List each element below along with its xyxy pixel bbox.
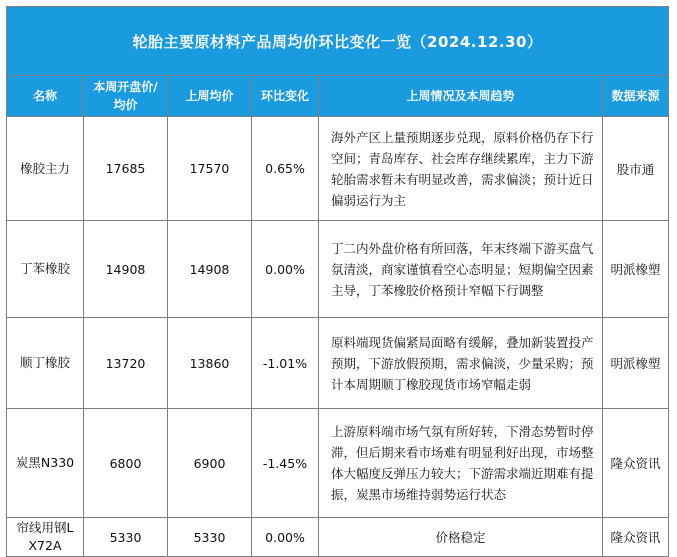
row-open-price: 6800 <box>84 409 168 518</box>
row-name: 炭黑N330 <box>7 409 84 518</box>
header-open-price <box>84 76 168 117</box>
row-change: 0.00% <box>252 518 319 557</box>
row-name: 顺丁橡胶 <box>7 318 84 409</box>
row-trend: 丁二内外盘价格有所回落，年末终端下游买盘气氛清淡，商家谨慎看空心态明显；短期偏空因素主导，丁苯橡胶价格预计窄幅下行调整 <box>319 221 603 318</box>
row-open-price: 5330 <box>84 518 168 557</box>
header-change: 环比变化 <box>252 76 319 117</box>
row-name: 丁苯橡胶 <box>7 221 84 318</box>
price-table <box>6 6 669 557</box>
row-name-label: 帘线用钢LX72A <box>16 520 74 553</box>
row-change: 0.00% <box>252 221 319 318</box>
table-row <box>7 117 669 221</box>
row-change: 0.65% <box>252 117 319 221</box>
row-source: 隆众资讯 <box>603 409 669 518</box>
row-trend: 海外产区上量预期逐步兑现，原料价格仍存下行空间；青岛库存、社会库存继续累库，主力下游轮胎需求暂未有明显改善，需求偏淡；预计近日偏弱运行为主 <box>319 117 603 221</box>
row-last-avg: 13860 <box>168 318 252 409</box>
row-last-avg: 17570 <box>168 117 252 221</box>
table-title: 轮胎主要原材料产品周均价环比变化一览（2024.12.30） <box>7 7 669 76</box>
row-source: 股市通 <box>603 117 669 221</box>
row-source: 明派橡塑 <box>603 221 669 318</box>
row-change: -1.01% <box>252 318 319 409</box>
row-last-avg: 5330 <box>168 518 252 557</box>
header-source: 数据来源 <box>603 76 669 117</box>
header-row <box>7 76 669 117</box>
row-trend: 上游原料端市场气氛有所好转，下滑态势暂时停滞，但后期来看市场难有明显利好出现，市场整体大幅度反弹压力较大；下游需求端近期难有提振，炭黑市场维持弱势运行状态 <box>319 409 603 518</box>
header-name: 名称 <box>7 76 84 117</box>
table-row <box>7 221 669 318</box>
row-open-price: 13720 <box>84 318 168 409</box>
row-name <box>7 518 84 557</box>
header-trend: 上周情况及本周趋势 <box>319 76 603 117</box>
header-last-avg: 上周均价 <box>168 76 252 117</box>
row-name: 橡胶主力 <box>7 117 84 221</box>
row-open-price: 14908 <box>84 221 168 318</box>
row-change: -1.45% <box>252 409 319 518</box>
table-row <box>7 518 669 557</box>
row-open-price: 17685 <box>84 117 168 221</box>
row-last-avg: 6900 <box>168 409 252 518</box>
row-source: 明派橡塑 <box>603 318 669 409</box>
table-row <box>7 318 669 409</box>
row-source: 隆众资讯 <box>603 518 669 557</box>
price-table-container <box>6 6 668 557</box>
row-trend: 原料端现货偏紧局面略有缓解，叠加新装置投产预期，下游放假预期，需求偏淡，少量采购；预计本周期顺丁橡胶现货市场窄幅走弱 <box>319 318 603 409</box>
header-open-price-label: 本周开盘价/均价 <box>93 80 158 112</box>
table-row <box>7 409 669 518</box>
row-trend: 价格稳定 <box>319 518 603 557</box>
row-last-avg: 14908 <box>168 221 252 318</box>
